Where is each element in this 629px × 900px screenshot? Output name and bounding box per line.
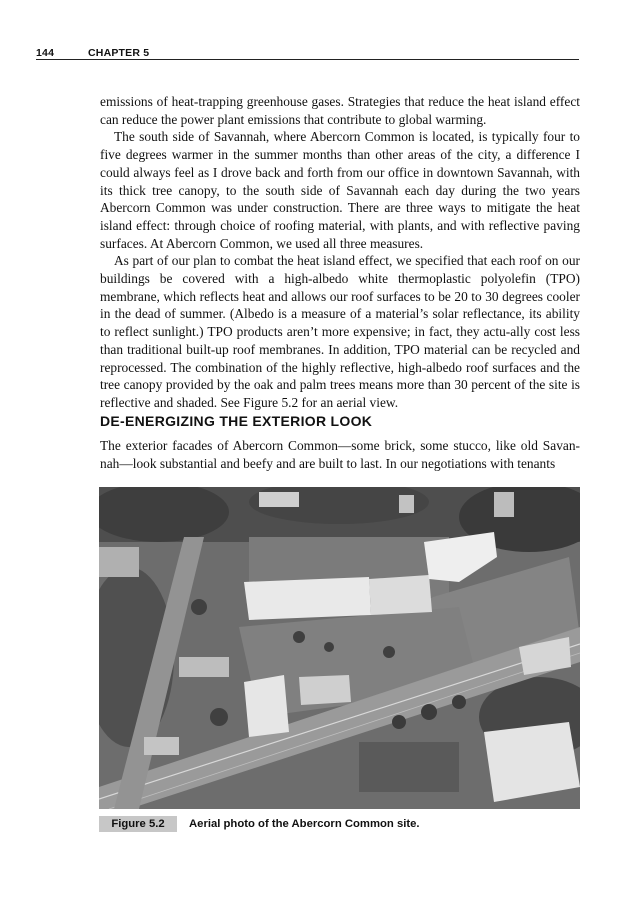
figure-label: Figure 5.2	[99, 816, 177, 832]
figure-caption	[99, 816, 580, 832]
section-body	[100, 437, 580, 472]
paragraph: The south side of Savannah, where Abercorn Common is located, is typically four to five degrees warmer in the summer months than other areas of the city, a difference I could always feel as I drove back and forth from our office in downtown Savannah, with its thick tree canopy, to the south side of Savannah each day during the two years Abercorn Common was under construction. There are three ways to mitigate the heat island effect: through choice of roofing material, with plants, and with reflective paving surfaces. At Abercorn Common, we used all three measures.	[100, 129, 580, 251]
paragraph: emissions of heat-trapping greenhouse gases. Strategies that reduce the heat island effect can reduce the power plant emissions that contribute to global warming.	[100, 94, 580, 127]
section-heading: DE-ENERGIZING THE EXTERIOR LOOK	[100, 413, 373, 429]
chapter-title: CHAPTER 5	[88, 47, 150, 59]
header-rule	[36, 59, 579, 60]
page-number: 144	[36, 47, 55, 59]
caption-text: Aerial photo of the Abercorn Common site.	[189, 818, 420, 830]
running-head	[36, 47, 579, 59]
paragraph: As part of our plan to combat the heat island effect, we specified that each roof on our buildings be covered with a high-albedo white thermoplastic polyolefin (TPO) membrane, which reflects heat and allows our roof surfaces to be 20 to 30 degrees cooler in the dead of summer. (Albedo is a measure of a material’s solar reflectance, its ability to reflect sunlight.) TPO products aren’t more expensive; in fact, they actu-ally cost less than traditional built-up roof membranes. In addition, TPO material can be recycled and reprocessed. The combination of the highly reflective, high-albedo roof surfaces and the tree canopy provided by the oak and palm trees means more than 30 percent of the site is reflective and shaded. See Figure 5.2 for an aerial view.	[100, 253, 580, 410]
paragraph: The exterior facades of Abercorn Common—some brick, some stucco, like old Savan-nah—look substantial and beefy and are built to last. In our negotiations with tenants	[100, 438, 580, 471]
body-text	[100, 93, 580, 412]
aerial-photo	[99, 487, 580, 809]
